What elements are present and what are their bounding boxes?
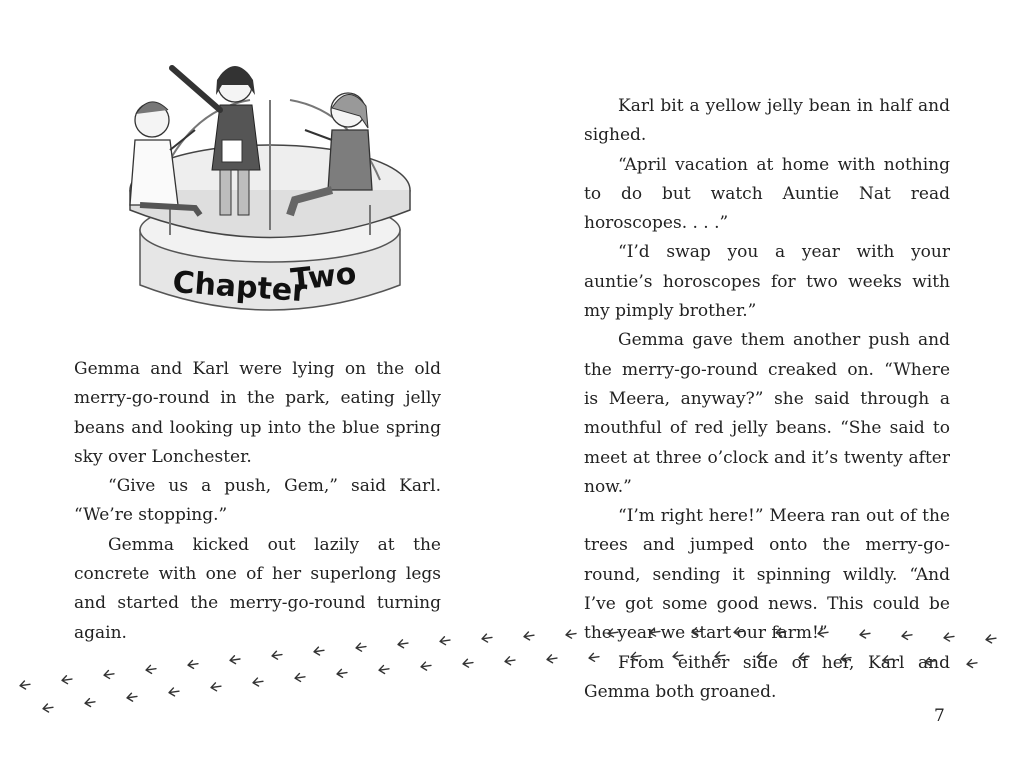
bird-tracks-decoration (0, 600, 1024, 730)
bird-track-icon (145, 665, 156, 674)
bird-track-icon (607, 628, 618, 637)
paragraph: “I’d swap you a year with your auntie’s horoscopes for two weeks with my pimply brother.” (584, 242, 950, 322)
bird-track-icon (840, 654, 851, 663)
bird-track-icon (210, 682, 221, 691)
bird-track-icon (630, 652, 641, 661)
bird-track-icon (588, 653, 599, 662)
bird-track-icon (523, 631, 534, 640)
bird-track-icon (378, 665, 389, 674)
bird-track-icon (313, 646, 324, 655)
bird-track-icon (924, 657, 935, 666)
bird-track-icon (565, 630, 576, 639)
bird-track-icon (42, 703, 53, 712)
bird-track-icon (126, 693, 137, 702)
bird-track-icon (691, 627, 702, 636)
chapter-illustration (100, 30, 440, 330)
bird-track-icon (103, 670, 114, 679)
bird-track-icon (714, 651, 725, 660)
paragraph: Gemma kicked out lazily at the concrete with one of her superlong legs and started the merry-go-round turning again. (74, 534, 441, 643)
bird-track-icon (798, 652, 809, 661)
bird-track-icon (355, 643, 366, 652)
bird-track-icon (649, 627, 660, 636)
bird-track-icon (19, 680, 30, 689)
bird-track-icon (397, 639, 408, 648)
paragraph: “Give us a push, Gem,” said Karl. “We’re stopping.” (74, 476, 441, 526)
bird-track-icon (817, 628, 828, 637)
paragraph: Gemma gave them another push and the merry-go-round creaked on. “Where is Meera, anyway?” she said through a mouthful of red jelly beans. “She said to meet at three o’clock and it’s twenty after now.” (584, 330, 950, 497)
bird-track-icon (481, 633, 492, 642)
bird-track-icon (733, 627, 744, 636)
bird-track-icon (187, 660, 198, 669)
bird-track-icon (168, 687, 179, 696)
bird-track-icon (775, 628, 786, 637)
chapter-title-word1: Chapter (171, 265, 309, 310)
bird-track-icon (882, 655, 893, 664)
paragraph: From either side of her, Karl and Gemma both groaned. (584, 652, 950, 702)
bird-track-icon (439, 636, 450, 645)
bird-track-icon (271, 651, 282, 660)
bird-track-icon (61, 675, 72, 684)
paragraph: Karl bit a yellow jelly bean in half and sighed. (584, 96, 950, 146)
bird-track-icon (336, 669, 347, 678)
paragraph: “I’m right here!” Meera ran out of the trees and jumped onto the merry-go-round, sending it spinning wildly. “And I’ve got some good news. This could be the year we start our farm!” (584, 506, 950, 644)
bird-track-icon (672, 651, 683, 660)
page-number: 7 (934, 706, 945, 726)
bird-track-icon (943, 632, 954, 641)
bird-track-icon (859, 629, 870, 638)
bird-track-icon (504, 656, 515, 665)
bird-track-icon (462, 659, 473, 668)
paragraph: “April vacation at home with nothing to do but watch Auntie Nat read horoscopes. . . .” (584, 154, 950, 234)
bird-track-icon (756, 652, 767, 661)
bird-track-icon (546, 654, 557, 663)
bird-track-icon (985, 634, 996, 643)
bird-track-icon (229, 655, 240, 664)
bird-track-icon (252, 677, 263, 686)
bird-track-icon (966, 659, 977, 668)
bird-track-icon (420, 661, 431, 670)
bird-track-icon (294, 673, 305, 682)
chapter-title-word2: Two (289, 256, 358, 298)
bird-track-icon (901, 631, 912, 640)
bird-track-icon (84, 698, 95, 707)
paragraph: Gemma and Karl were lying on the old merry-go-round in the park, eating jelly beans and looking up into the blue spring sky over Lonchester. (74, 359, 441, 467)
